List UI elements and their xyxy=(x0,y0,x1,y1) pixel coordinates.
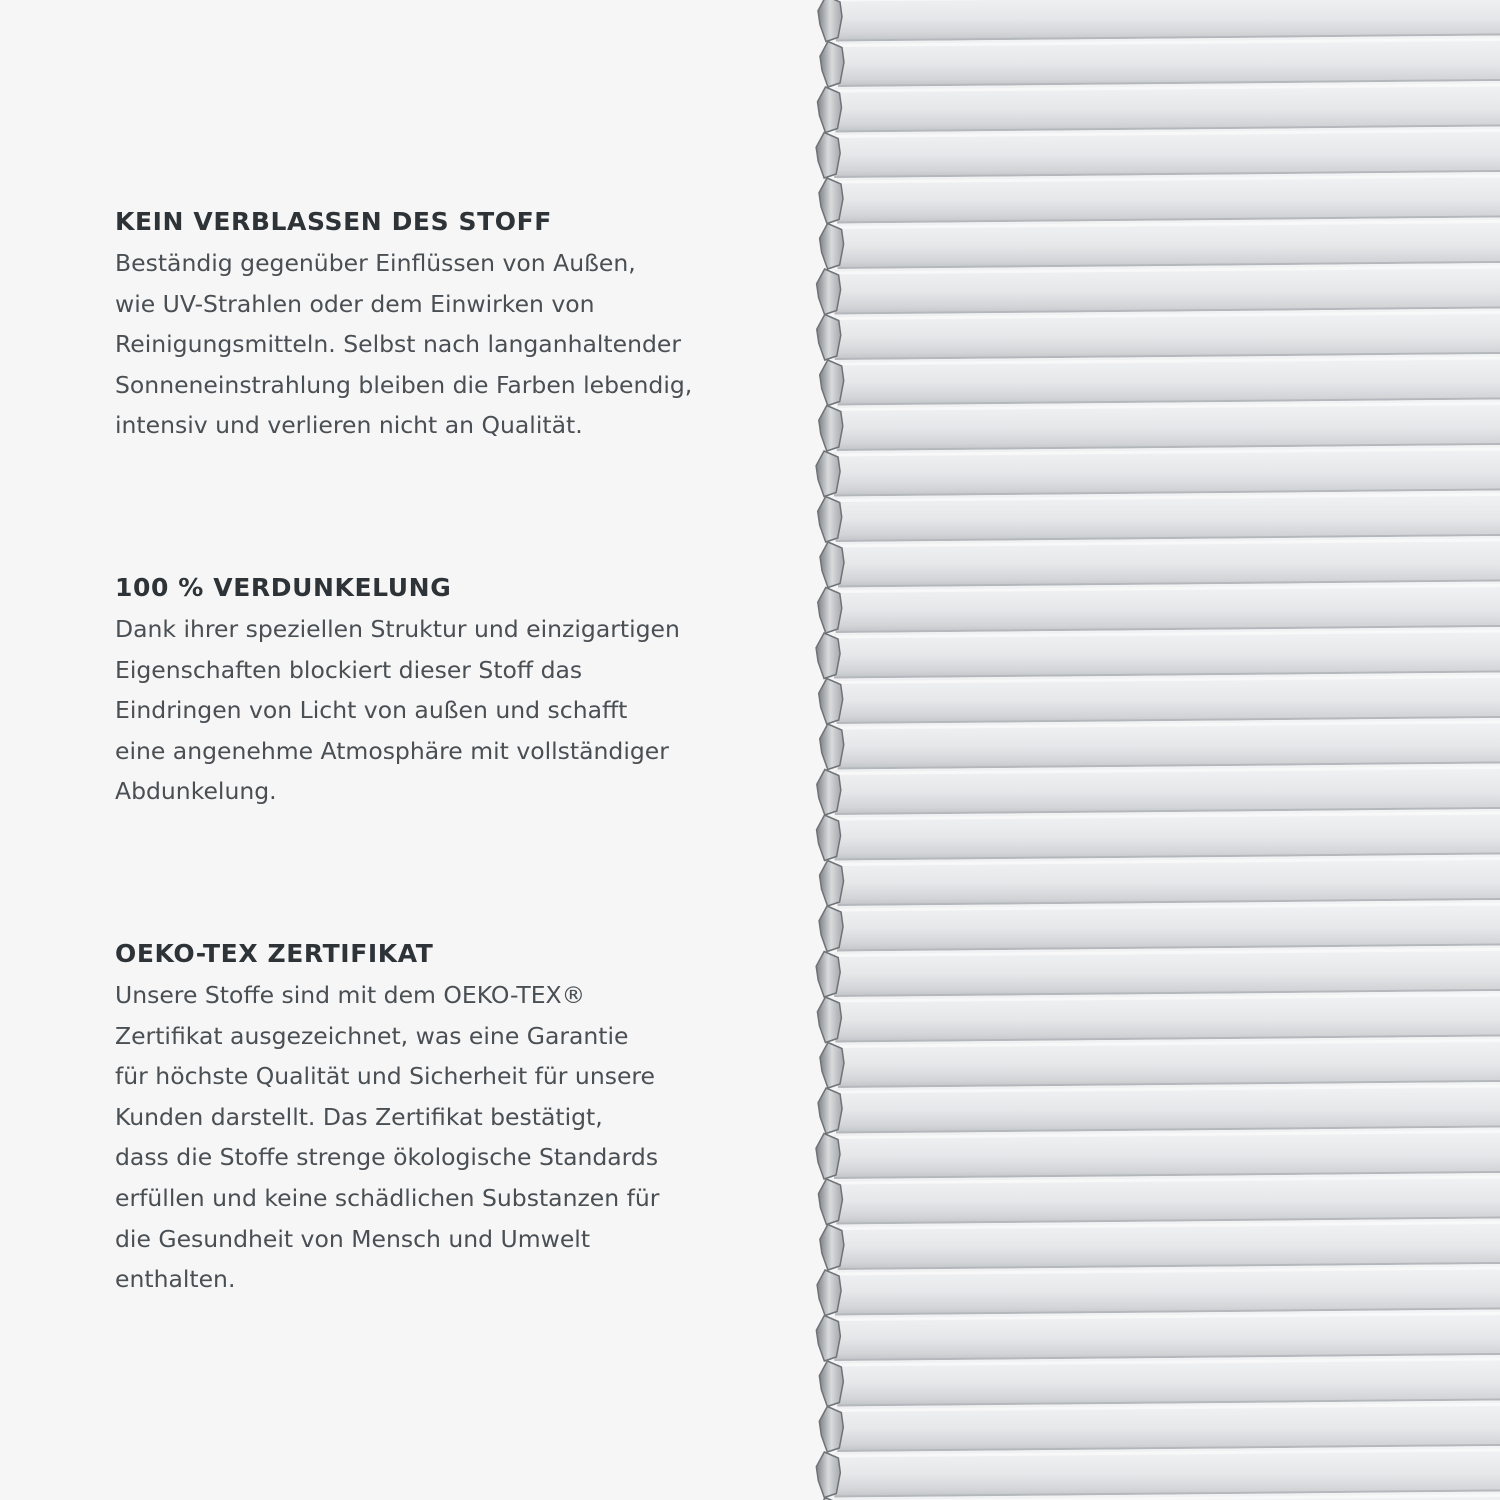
feature-heading: 100 % VERDUNKELUNG xyxy=(115,573,452,602)
description-line: Sonneneinstrahlung bleiben die Farben lebendig, xyxy=(115,370,693,399)
description-line: eine angenehme Atmosphäre mit vollständiger xyxy=(115,736,669,765)
description-line: intensiv und verlieren nicht an Qualität. xyxy=(115,411,583,440)
feature-blackout xyxy=(115,571,775,812)
description-line: Dank ihrer speziellen Struktur und einzigartigen xyxy=(115,615,680,643)
description-line: Eigenschaften blockiert dieser Stoff das xyxy=(115,655,583,684)
description-line: Beständig gegenüber Einflüssen von Außen, xyxy=(115,249,636,277)
feature-no-fading xyxy=(115,205,775,446)
honeycomb-fabric-image xyxy=(800,0,1500,1500)
description-line: erfüllen und keine schädlichen Substanzen für xyxy=(115,1183,660,1212)
description-line: Unsere Stoffe sind mit dem OEKO-TEX® xyxy=(115,981,586,1009)
description-line: enthalten. xyxy=(115,1265,236,1294)
description-line: wie UV-Strahlen oder dem Einwirken von xyxy=(115,289,595,318)
description-line: die Gesundheit von Mensch und Umwelt xyxy=(115,1224,591,1253)
feature-description xyxy=(115,609,775,812)
feature-description xyxy=(115,975,775,1300)
description-line: Eindringen von Licht von außen und schafft xyxy=(115,696,628,725)
description-line: dass die Stoffe strenge ökologische Standards xyxy=(115,1143,659,1172)
feature-oeko-tex xyxy=(115,937,775,1300)
pleat-group xyxy=(816,0,1500,1500)
feature-description xyxy=(115,243,775,446)
feature-heading: OEKO-TEX ZERTIFIKAT xyxy=(115,939,434,968)
description-line: Kunden darstellt. Das Zertifikat bestätigt, xyxy=(115,1102,603,1131)
description-line: Reinigungsmitteln. Selbst nach langanhaltender xyxy=(115,330,682,359)
honeycomb-pleat-fabric-icon xyxy=(800,0,1500,1500)
description-line: für höchste Qualität und Sicherheit für unsere xyxy=(115,1062,656,1091)
description-line: Zertifikat ausgezeichnet, was eine Garantie xyxy=(115,1021,629,1050)
feature-heading: KEIN VERBLASSEN DES STOFF xyxy=(115,207,552,236)
description-line: Abdunkelung. xyxy=(115,777,277,806)
